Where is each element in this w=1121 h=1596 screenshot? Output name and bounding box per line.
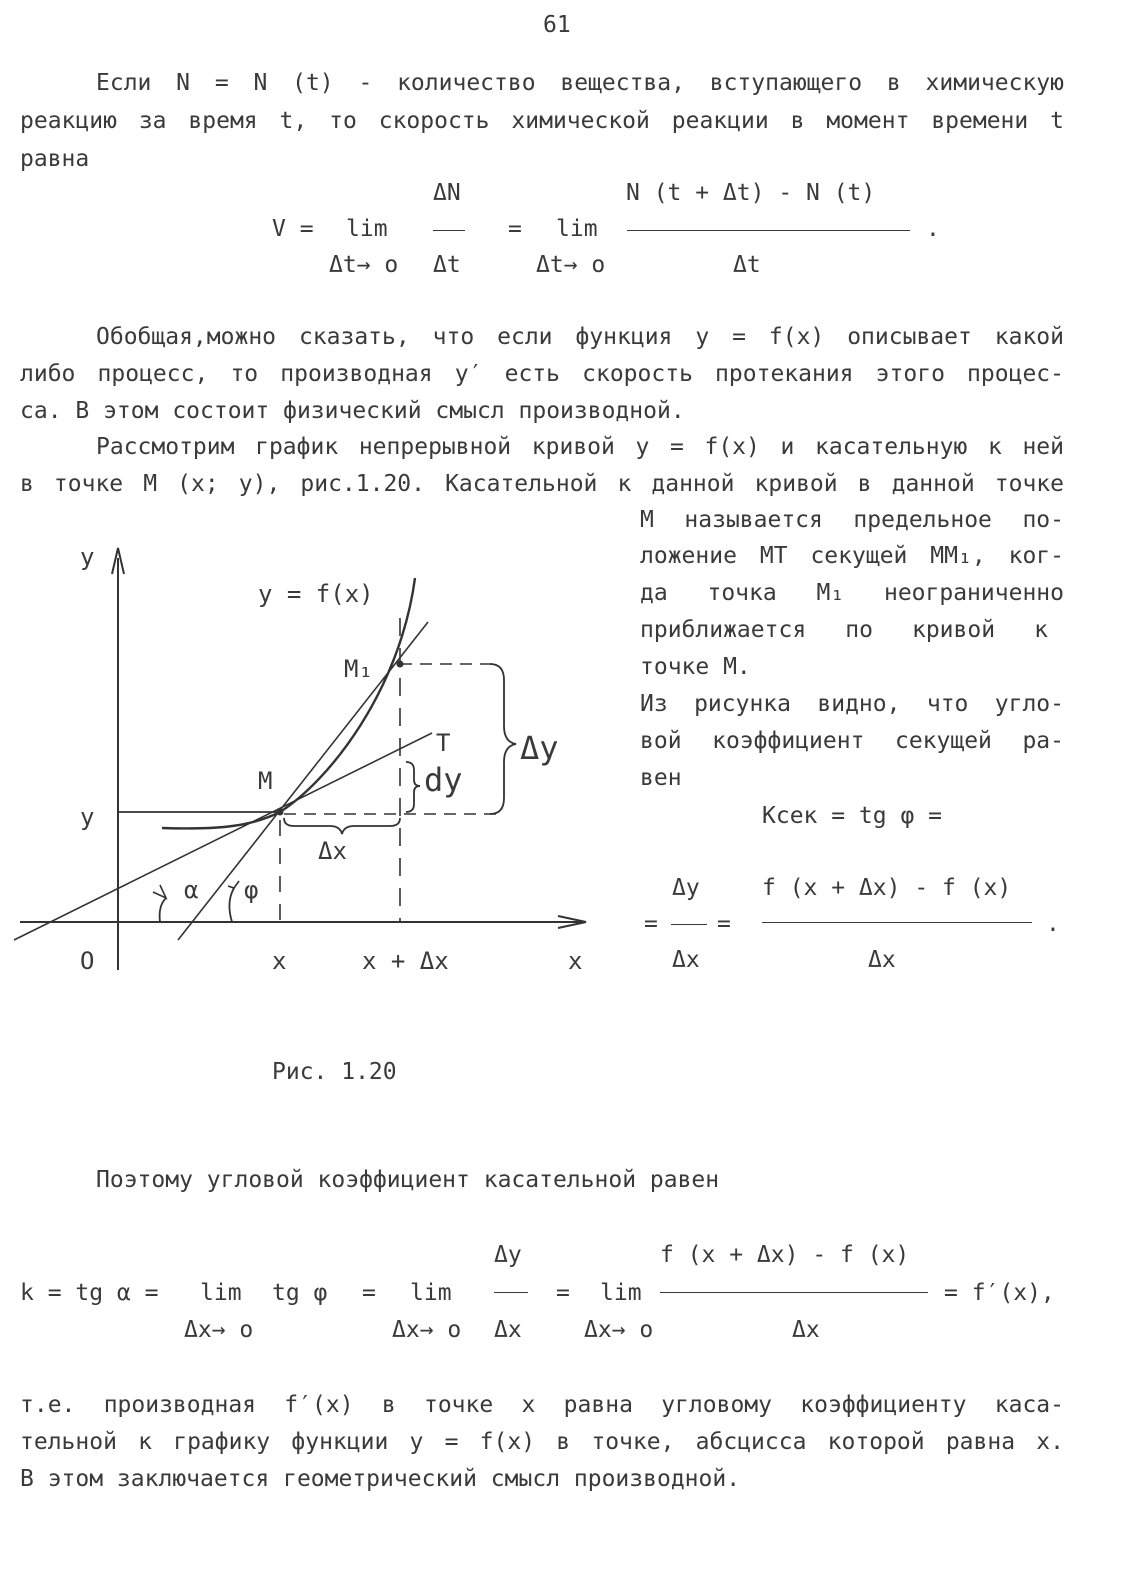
label-m1: M₁ xyxy=(344,655,373,683)
f1-equals: = xyxy=(508,216,522,242)
f2-numerator-a: Δy xyxy=(494,1242,522,1268)
label-y-level: y xyxy=(80,803,95,831)
f2-result: = f′(x), xyxy=(944,1280,1055,1306)
angle-alpha-arc xyxy=(160,898,166,922)
label-x-point: x xyxy=(272,947,287,975)
f2-denominator-a: Δx xyxy=(494,1317,522,1343)
label-curve: y = f(x) xyxy=(258,580,374,608)
point-m xyxy=(277,809,284,816)
secant-bar-a xyxy=(671,924,707,925)
paragraph-1-line-1: Если N = N (t) - количество вещества, вступающего в химическую xyxy=(96,70,1064,96)
label-m: M xyxy=(258,767,273,795)
side-line-3: да точка M₁ неограниченно xyxy=(640,580,1064,606)
angle-phi-arrow xyxy=(228,881,239,888)
secant-eq-lead: = xyxy=(644,911,658,937)
f1-denominator-2: Δt xyxy=(733,252,761,278)
label-t: T xyxy=(436,729,451,757)
side-line-2: ложение MT секущей MM₁, ког- xyxy=(640,543,1064,569)
paragraph-5-line-2: тельной к графику функции y = f(x) в точке, абсцисса которой равна x. xyxy=(20,1429,1064,1455)
side-line-8: вен xyxy=(640,765,682,791)
label-phi: φ xyxy=(244,876,259,904)
f2-numerator-b: f (x + Δx) - f (x) xyxy=(660,1242,910,1268)
brace-delta-x xyxy=(284,818,400,834)
curve-f xyxy=(162,578,415,828)
paragraph-1-line-3: равна xyxy=(20,146,90,172)
f2-lim-sub-1: Δx→ o xyxy=(184,1317,254,1343)
label-origin: O xyxy=(80,947,95,975)
label-alpha: α xyxy=(184,876,199,904)
f1-v: V = xyxy=(272,216,314,242)
f2-lim-1: lim xyxy=(200,1280,242,1306)
f1-lim-2: lim xyxy=(556,216,598,242)
label-delta-x: Δx xyxy=(318,837,347,865)
paragraph-4: Поэтому угловой коэффициент касательной равен xyxy=(96,1167,720,1193)
f2-lim-sub-3: Δx→ o xyxy=(584,1317,654,1343)
f2-lim-sub-2: Δx→ o xyxy=(392,1317,462,1343)
paragraph-5-line-3: В этом заключается геометрический смысл производной. xyxy=(20,1466,741,1492)
secant-num-a: Δy xyxy=(672,875,700,901)
secant-den-b: Δx xyxy=(868,947,896,973)
brace-dy xyxy=(406,762,420,812)
paragraph-5-line-1: т.е. производная f′(x) в точке x равна угловому коэффициенту каса- xyxy=(20,1392,1064,1418)
f2-denominator-b: Δx xyxy=(792,1317,820,1343)
side-line-4: приближается по кривой к xyxy=(640,617,1048,643)
f1-denominator-1: Δt xyxy=(433,252,461,278)
f1-lim-1: lim xyxy=(346,216,388,242)
secant-den-a: Δx xyxy=(672,947,700,973)
f1-lim-sub-1: Δt→ o xyxy=(329,252,399,278)
label-x-axis: x xyxy=(568,947,583,975)
f2-lim-2: lim xyxy=(410,1280,452,1306)
label-x-plus-dx: x + Δx xyxy=(362,947,449,975)
f1-lim-sub-2: Δt→ o xyxy=(536,252,606,278)
paragraph-3-line-1: Рассмотрим график непрерывной кривой y = f(x) и касательную к ней xyxy=(96,434,1064,460)
side-line-7: вой коэффициент секущей ра- xyxy=(640,728,1064,754)
kcek-expression: Kсек = tg φ = xyxy=(762,803,943,829)
side-line-6: Из рисунка видно, что угло- xyxy=(640,691,1064,717)
point-m1 xyxy=(397,661,404,668)
angle-phi-arc xyxy=(229,888,234,922)
f2-tg-phi: tg φ xyxy=(272,1280,328,1306)
f1-fraction-bar-2 xyxy=(627,230,910,231)
paragraph-2-line-3: са. В этом состоит физический смысл производной. xyxy=(20,398,685,424)
f1-dot: . xyxy=(926,216,940,242)
label-y-axis: y xyxy=(80,543,95,571)
f2-eq-2: = xyxy=(556,1280,570,1306)
brace-delta-y xyxy=(490,664,516,814)
page-number: 61 xyxy=(543,12,571,38)
f1-numerator-1: ΔN xyxy=(433,180,461,206)
label-dy: dy xyxy=(424,761,463,799)
paragraph-1-line-2: реакцию за время t, то скорость химической реакции в момент времени t xyxy=(20,108,1064,134)
f1-fraction-bar-1 xyxy=(433,230,465,231)
paragraph-2-line-1: Обобщая,можно сказать, что если функция y = f(x) описывает какой xyxy=(96,324,1064,350)
f2-eq-1: = xyxy=(362,1280,376,1306)
side-line-1: M называется предельное по- xyxy=(640,507,1064,533)
side-line-5: точке M. xyxy=(640,654,751,680)
f2-k: k = tg α = xyxy=(20,1280,159,1306)
f2-bar-b xyxy=(660,1292,928,1293)
label-delta-y: Δy xyxy=(520,729,559,767)
tangent-line xyxy=(14,733,432,940)
secant-bar-b xyxy=(762,922,1032,923)
f2-bar-a xyxy=(494,1292,528,1293)
secant-num-b: f (x + Δx) - f (x) xyxy=(762,875,1012,901)
f2-lim-3: lim xyxy=(600,1280,642,1306)
paragraph-3-line-2: в точке M (x; y), рис.1.20. Касательной к данной кривой в данной точке xyxy=(20,471,1064,497)
secant-eq-mid: = xyxy=(717,911,731,937)
figure-caption: Рис. 1.20 xyxy=(272,1059,397,1085)
paragraph-2-line-2: либо процесс, то производная y′ есть скорость протекания этого процес- xyxy=(20,361,1064,387)
f1-numerator-2: N (t + Δt) - N (t) xyxy=(626,180,876,206)
angle-alpha-arrow xyxy=(153,885,166,898)
secant-dot: . xyxy=(1046,911,1060,937)
secant-line xyxy=(178,622,428,940)
